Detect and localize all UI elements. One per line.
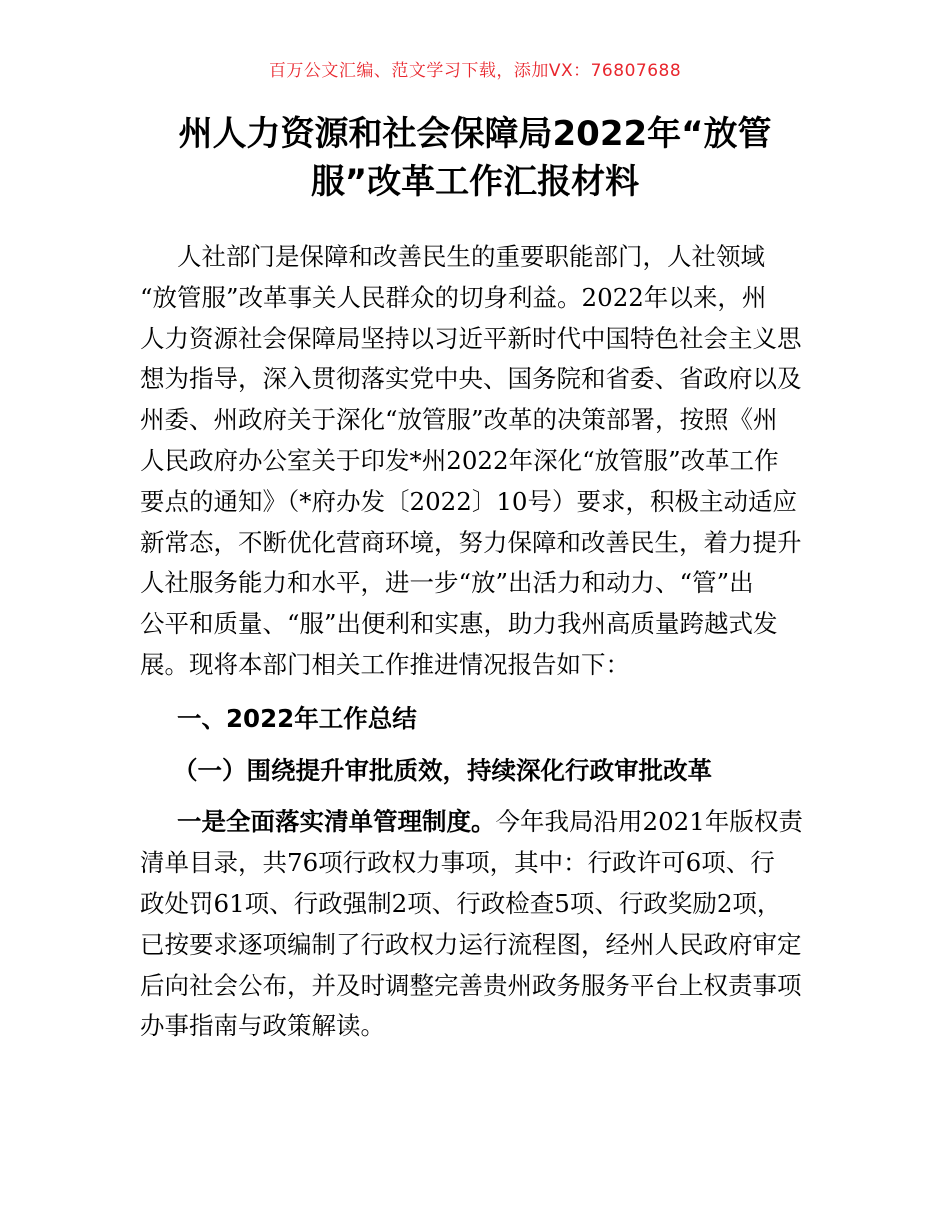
paragraph-line: 州委、州政府关于深化“放管服”改革的决策部署，按照《州	[140, 405, 778, 435]
subsection-heading: （一）围绕提升审批质效，持续深化行政审批改革	[173, 755, 712, 785]
section-heading: 一、2022年工作总结	[177, 703, 417, 733]
paragraph-line: 新常态，不断优化营商环境，努力保障和改善民生，着力提升	[140, 527, 802, 557]
paragraph-line: 人社服务能力和水平，进一步“放”出活力和动力、“管”出	[140, 568, 754, 598]
paragraph-line: 政处罚61项、行政强制2项、行政检查5项、行政奖励2项，	[140, 888, 782, 918]
paragraph-line: 办事指南与政策解读。	[140, 1011, 385, 1041]
paragraph-line: 人力资源社会保障局坚持以习近平新时代中国特色社会主义思	[140, 323, 802, 353]
approval-paragraph	[140, 802, 820, 1047]
paragraph-line: 后向社会公布，并及时调整完善贵州政务服务平台上权责事项	[140, 970, 802, 1000]
paragraph-line-rest: 今年我局沿用2021年版权责	[495, 807, 803, 837]
paragraph-lead: 一是全面落实清单管理制度。	[177, 807, 496, 837]
paragraph-line	[140, 802, 820, 843]
paragraph-line: 清单目录，共76项行政权力事项，其中：行政许可6项、行	[140, 848, 775, 878]
paragraph-line: 要点的通知》（*府办发〔2022〕10号）要求，积极主动适应	[140, 486, 798, 516]
document-body	[140, 237, 820, 1047]
paragraph-line: 人民政府办公室关于印发*州2022年深化“放管服”改革工作	[140, 445, 779, 475]
paragraph-line: 已按要求逐项编制了行政权力运行流程图，经州人民政府审定	[140, 929, 802, 959]
document-title	[0, 110, 950, 206]
title-line-2: 服”改革工作汇报材料	[310, 162, 640, 202]
title-line-1: 州人力资源和社会保障局2022年“放管	[178, 114, 772, 154]
paragraph-line: 展。现将本部门相关工作推进情况报告如下：	[140, 649, 630, 679]
paragraph-line: 想为指导，深入贯彻落实党中央、国务院和省委、省政府以及	[140, 364, 802, 394]
paragraph-line: 人社部门是保障和改善民生的重要职能部门，人社领域	[177, 242, 765, 271]
intro-paragraph	[140, 237, 820, 686]
header-watermark-note: 百万公文汇编、范文学习下载，添加VX：76807688	[268, 61, 682, 81]
paragraph-line: 公平和质量、“服”出便利和实惠，助力我州高质量跨越式发	[140, 609, 778, 639]
paragraph-line: “放管服”改革事关人民群众的切身利益。2022年以来，州	[140, 282, 767, 312]
